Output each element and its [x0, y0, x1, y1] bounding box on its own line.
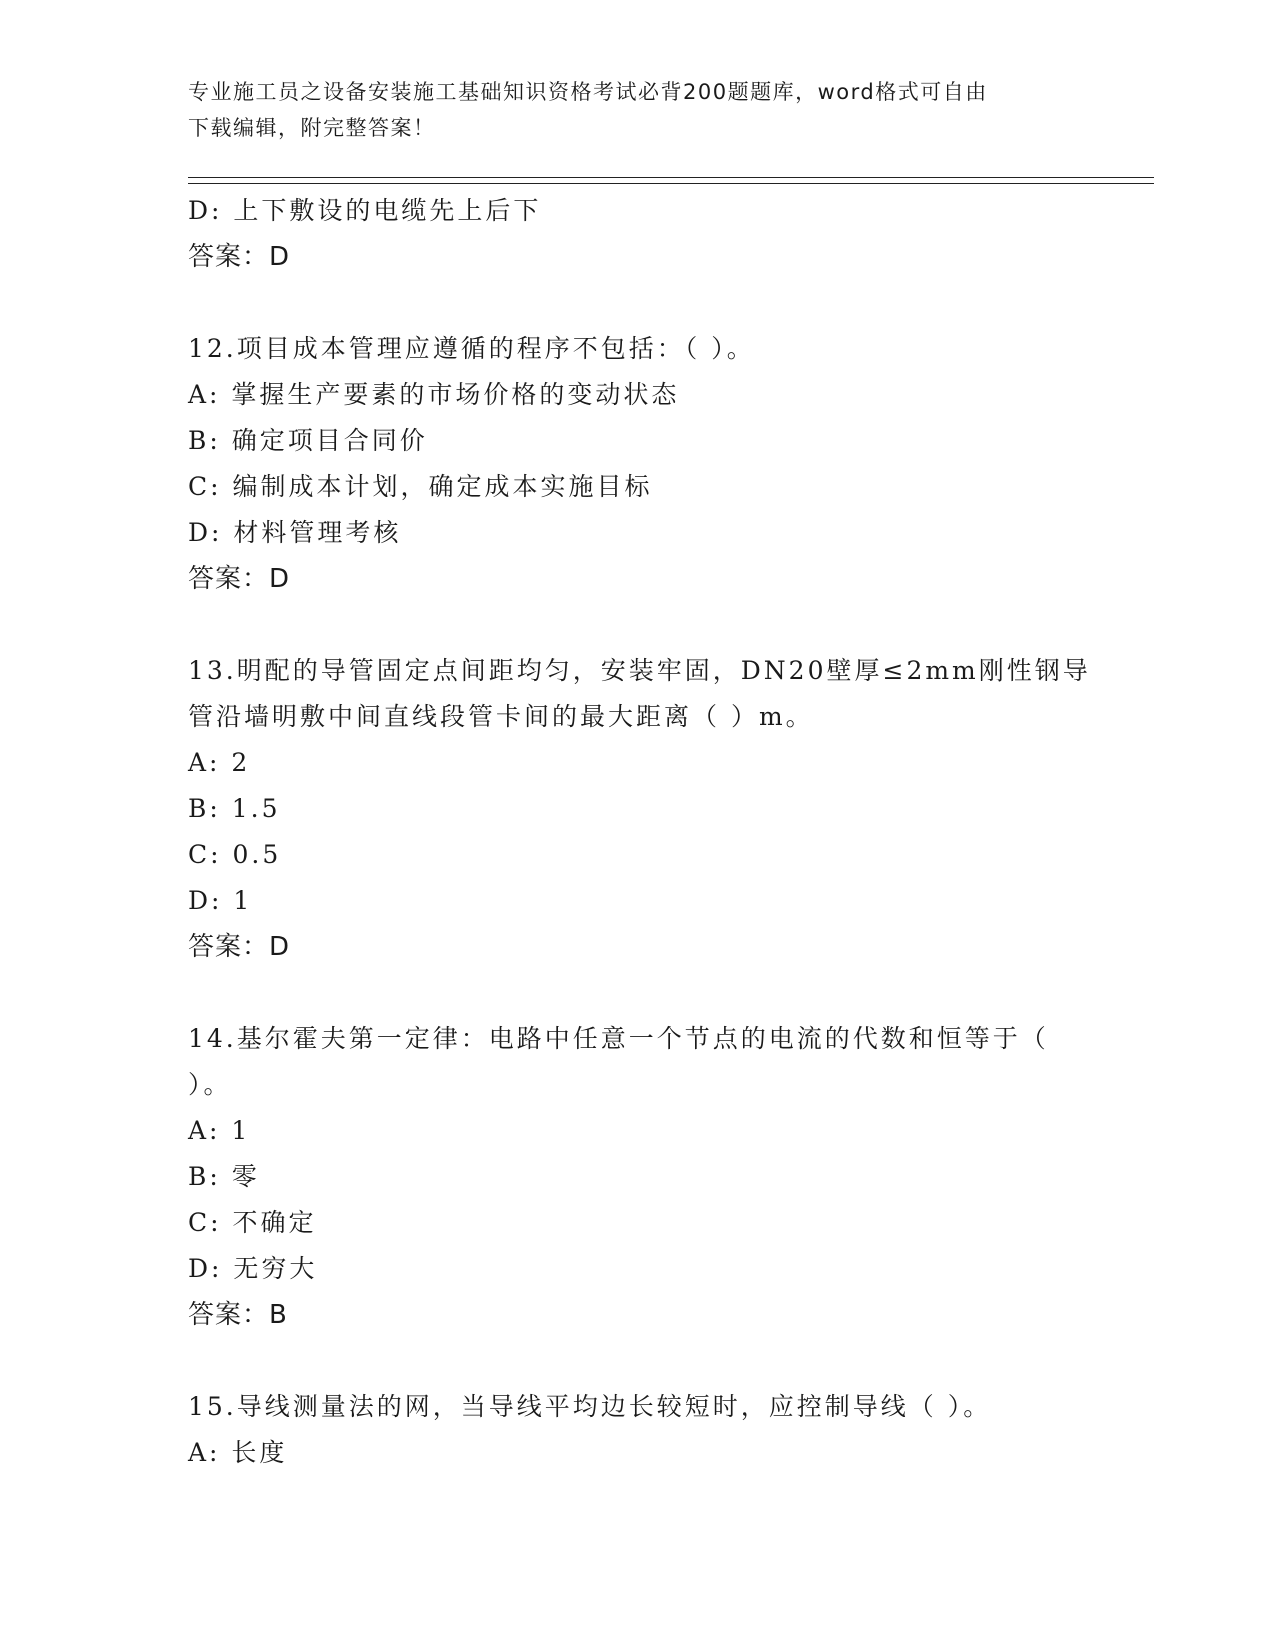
option-a: A: 掌握生产要素的市场价格的变动状态: [188, 380, 680, 409]
option-d: D: 材料管理考核: [188, 518, 402, 547]
header-title-line-2: 下载编辑，附完整答案！: [188, 116, 436, 140]
question-list: [188, 188, 1091, 1476]
block-spacer: [188, 1338, 1088, 1384]
option-b: B: 确定项目合同价: [188, 426, 428, 455]
question-block-15: [188, 1384, 1088, 1476]
option-c: C: 编制成本计划，确定成本实施目标: [188, 472, 653, 501]
question-text-line-1: 13.明配的导管固定点间距均匀，安装牢固，DN20壁厚≤2mm刚性钢导: [188, 656, 1091, 685]
option-b: B: 零: [188, 1162, 260, 1191]
answer-line: 答案：D: [188, 242, 291, 272]
block-spacer: [188, 602, 1088, 648]
option-a: A: 2: [188, 748, 251, 777]
question-block-prev: [188, 188, 1088, 280]
answer-line: 答案：D: [188, 564, 291, 594]
option-d: D: 上下敷设的电缆先上后下: [188, 196, 542, 225]
answer-line: 答案：B: [188, 1300, 288, 1330]
block-spacer: [188, 280, 1088, 326]
option-d: D: 无穷大: [188, 1254, 318, 1283]
question-block-13: [188, 648, 1091, 970]
question-block-12: [188, 326, 1088, 602]
option-a: A: 长度: [188, 1438, 288, 1467]
document-header: [188, 74, 1088, 146]
option-c: C: 不确定: [188, 1208, 317, 1237]
answer-line: 答案：D: [188, 932, 291, 962]
question-text-line-1: 14.基尔霍夫第一定律：电路中任意一个节点的电流的代数和恒等于（: [188, 1024, 1049, 1053]
question-text-line-2: ）。: [188, 1070, 232, 1099]
option-a: A: 1: [188, 1116, 251, 1145]
option-b: B: 1.5: [188, 794, 281, 823]
question-text: 12.项目成本管理应遵循的程序不包括：（ ）。: [188, 334, 755, 363]
header-title-line-1: 专业施工员之设备安装施工基础知识资格考试必背200题题库，word格式可自由: [188, 80, 988, 104]
question-block-14: [188, 1016, 1088, 1338]
option-d: D: 1: [188, 886, 253, 915]
block-spacer: [188, 970, 1088, 1016]
question-text-line-2: 管沿墙明敷中间直线段管卡间的最大距离（ ）m。: [188, 702, 814, 731]
header-divider-top: [188, 177, 1154, 178]
header-divider-bottom: [188, 183, 1154, 184]
option-c: C: 0.5: [188, 840, 282, 869]
question-text: 15.导线测量法的网，当导线平均边长较短时，应控制导线（ ）。: [188, 1392, 992, 1421]
